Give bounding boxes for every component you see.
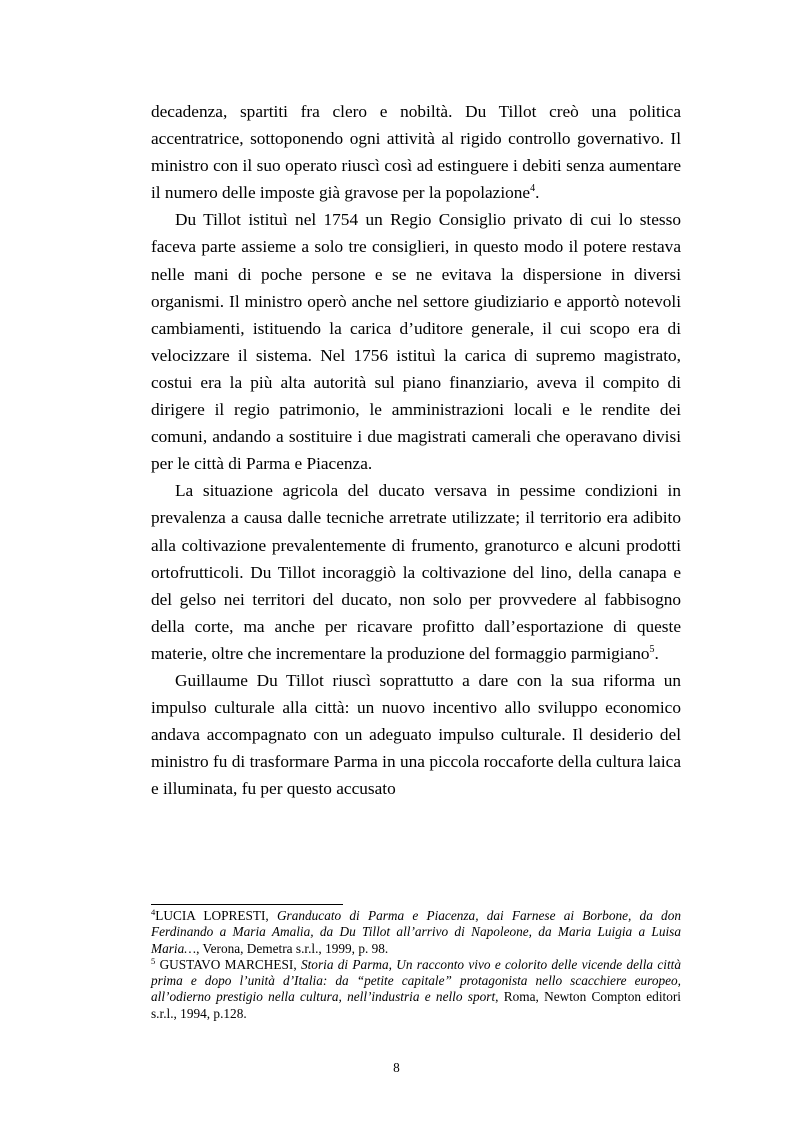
paragraph-2 [151,206,681,477]
paragraph-3-tail: . [654,643,659,663]
footnote-5 [151,957,681,1022]
footnote-5-publication: , Roma, Newton Compton editori s.r.l., 1994, p.128. [151,989,681,1021]
paragraph-1-text: decadenza, spartiti fra clero e nobiltà. Du Tillot creò una politica accentratrice, sottoponendo ogni attività al rigido controllo governativo. Il ministro con il suo operato riuscì così ad estinguere i debiti senza aumentare il numero delle imposte già gravose per la popolazione [151,102,681,203]
paragraph-1 [151,98,681,206]
footnote-4 [151,908,681,957]
footnote-divider [151,904,343,905]
paragraph-2-text: Du Tillot istituì nel 1754 un Regio Consiglio privato di cui lo stesso faceva parte assieme a solo tre consiglieri, in questo modo il potere restava nelle mani di poche persone e se ne evitava la dispersione in diversi organismi. Il ministro operò anche nel settore giudiziario e apportò notevoli cambiamenti, istituendo la carica d’uditore generale, il cui scopo era di velocizzare il sistema. Nel 1756 istituì la carica di supremo magistrato, costui era la più alta autorità sul piano finanziario, aveva il compito di dirigere il regio patrimonio, le amministrazioni locali e le rendite dei comuni, andando a sostituire i due magistrati camerali che operavano divisi per le città di Parma e Piacenza. [151,210,681,474]
page-body [151,98,681,802]
footnotes-section [151,908,681,1022]
paragraph-4-text: Guillaume Du Tillot riuscì soprattutto a dare con la sua riforma un impulso culturale alla città: un nuovo incentivo allo sviluppo economico andava accompagnato con un adeguato impulso culturale. Il desiderio del ministro fu di trasformare Parma in una piccola roccaforte della cultura laica e illuminata, fu per questo accusato [151,670,681,799]
footnote-5-title: Storia di Parma, Un racconto vivo e colorito delle vicende della città prima e dopo l’unità d’Italia: da “petite capitale” protagonista nello scacchiere europeo, all’odierno prestigio nella cultura, nell’industria e nello sport [151,956,682,1005]
paragraph-3-text: La situazione agricola del ducato versava in pessime condizioni in prevalenza a causa dalle tecniche arretrate utilizzate; il territorio era adibito alla coltivazione prevalentemente di frumento, granoturco e alcuni prodotti ortofrutticoli. Du Tillot incoraggiò la coltivazione del lino, della canapa e del gelso nei territori del ducato, non solo per provvedere al fabbisogno della corte, ma anche per ricavare profitto dall’esportazione di queste materie, oltre che incrementare la produzione del formaggio parmigiano [151,481,681,663]
footnote-5-number: 5 [151,955,156,966]
page-number: 8 [393,1060,400,1075]
paragraph-1-tail: . [535,183,540,203]
footnote-4-publication: , Verona, Demetra s.r.l., 1999, p. 98. [196,940,389,956]
footnote-4-title: Granducato di Parma e Piacenza, dai Farnese ai Borbone, da don Ferdinando a Maria Amalia, da Du Tillot all’arrivo di Napoleone, da Maria Luigia a Luisa Maria… [151,908,682,956]
paragraph-4 [151,667,681,802]
footnote-4-number: 4 [151,907,156,917]
footnote-ref-4[interactable]: 4 [530,183,536,195]
footnote-4-author: LUCIA LOPRESTI, [155,908,277,923]
paragraph-3 [151,477,681,667]
footnote-ref-5[interactable]: 5 [649,643,655,655]
footnote-5-author: GUSTAVO MARCHESI, [159,956,301,972]
